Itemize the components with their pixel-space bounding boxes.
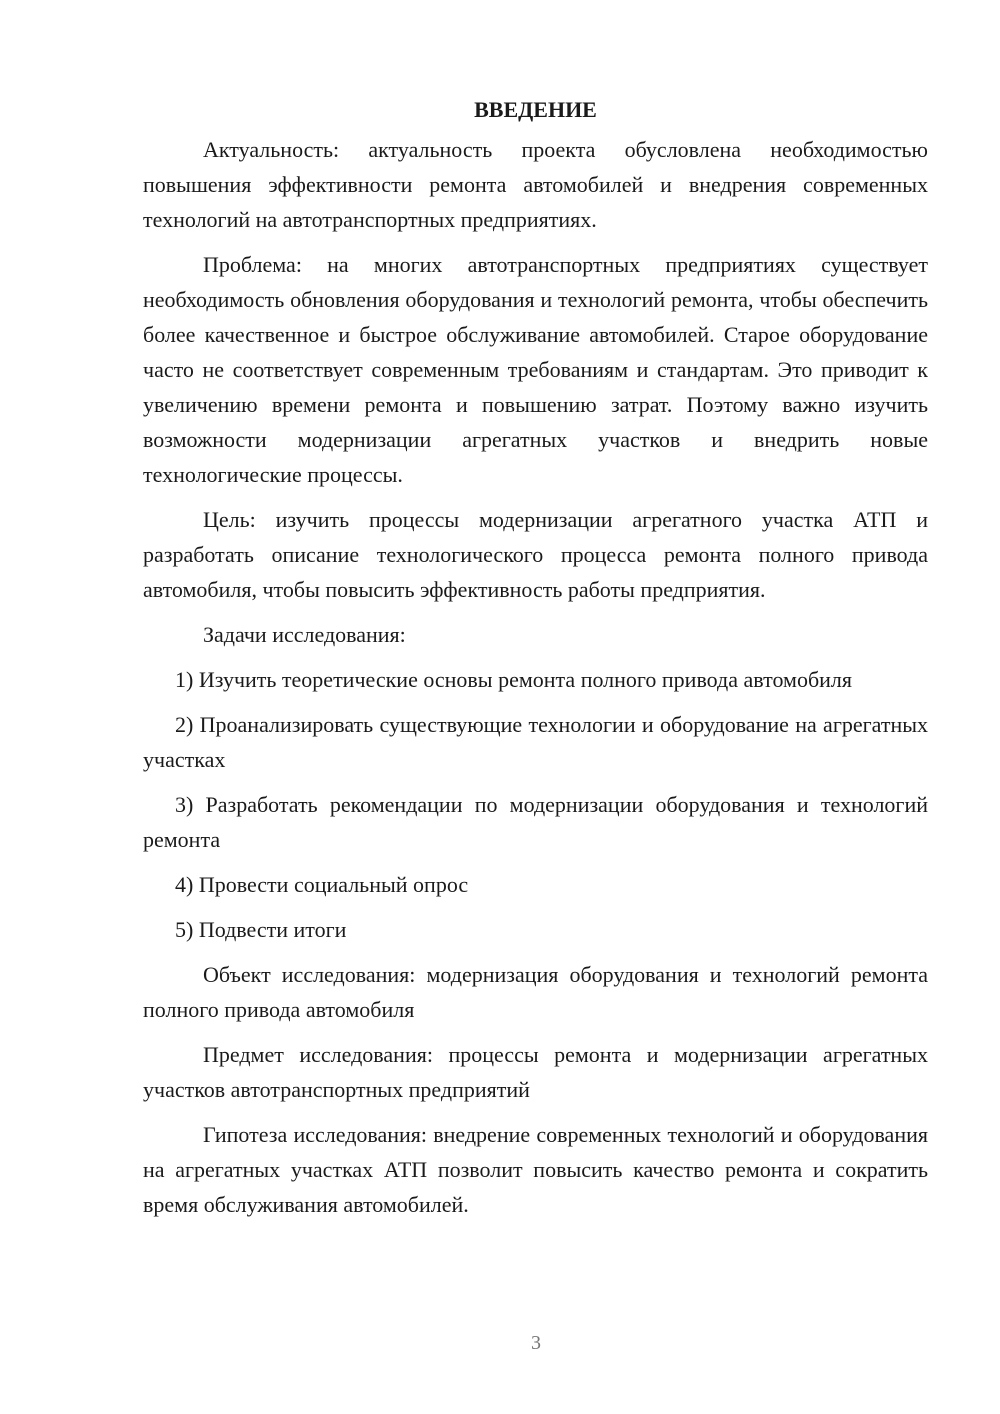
task-item: 1) Изучить теоретические основы ремонта полного привода автомобиля xyxy=(175,667,853,692)
task-item: 3) Разработать рекомендации по модернизации оборудования и технологий ремонта xyxy=(143,792,928,852)
section-heading: ВВЕДЕНИЕ xyxy=(474,97,597,122)
paragraph-relevance: Актуальность: актуальность проекта обусловлена необходимостью повышения эффективности ремонта автомобилей и внедрения современных технологий на автотранспортных предприятиях. xyxy=(143,137,928,232)
document-body xyxy=(143,92,928,1222)
page-number: 3 xyxy=(531,1332,541,1354)
task-item: 2) Проанализировать существующие технологии и оборудование на агрегатных участках xyxy=(143,712,928,772)
paragraph-subject: Предмет исследования: процессы ремонта и модернизации агрегатных участков автотранспортных предприятий xyxy=(143,1042,928,1102)
tasks-list xyxy=(143,662,928,947)
paragraph-problem: Проблема: на многих автотранспортных предприятиях существует необходимость обновления оборудования и технологий ремонта, чтобы обеспечить более качественное и быстрое обслуживание автомобилей. Старое оборудование часто не соответствует современным требованиям и стандартам. Это приводит к увеличению времени ремонта и повышению затрат. Поэтому важно изучить возможности модернизации агрегатных участков и внедрить новые технологические процессы. xyxy=(143,252,928,487)
paragraph-goal: Цель: изучить процессы модернизации агрегатного участка АТП и разработать описание технологического процесса ремонта полного привода автомобиля, чтобы повысить эффективность работы предприятия. xyxy=(143,507,928,602)
paragraph-object: Объект исследования: модернизация оборудования и технологий ремонта полного привода автомобиля xyxy=(143,962,928,1022)
tasks-title: Задачи исследования: xyxy=(203,622,406,647)
paragraph-hypothesis: Гипотеза исследования: внедрение современных технологий и оборудования на агрегатных участках АТП позволит повысить качество ремонта и сократить время обслуживания автомобилей. xyxy=(143,1122,928,1217)
task-item: 4) Провести социальный опрос xyxy=(175,872,469,897)
task-item: 5) Подвести итоги xyxy=(175,917,347,942)
